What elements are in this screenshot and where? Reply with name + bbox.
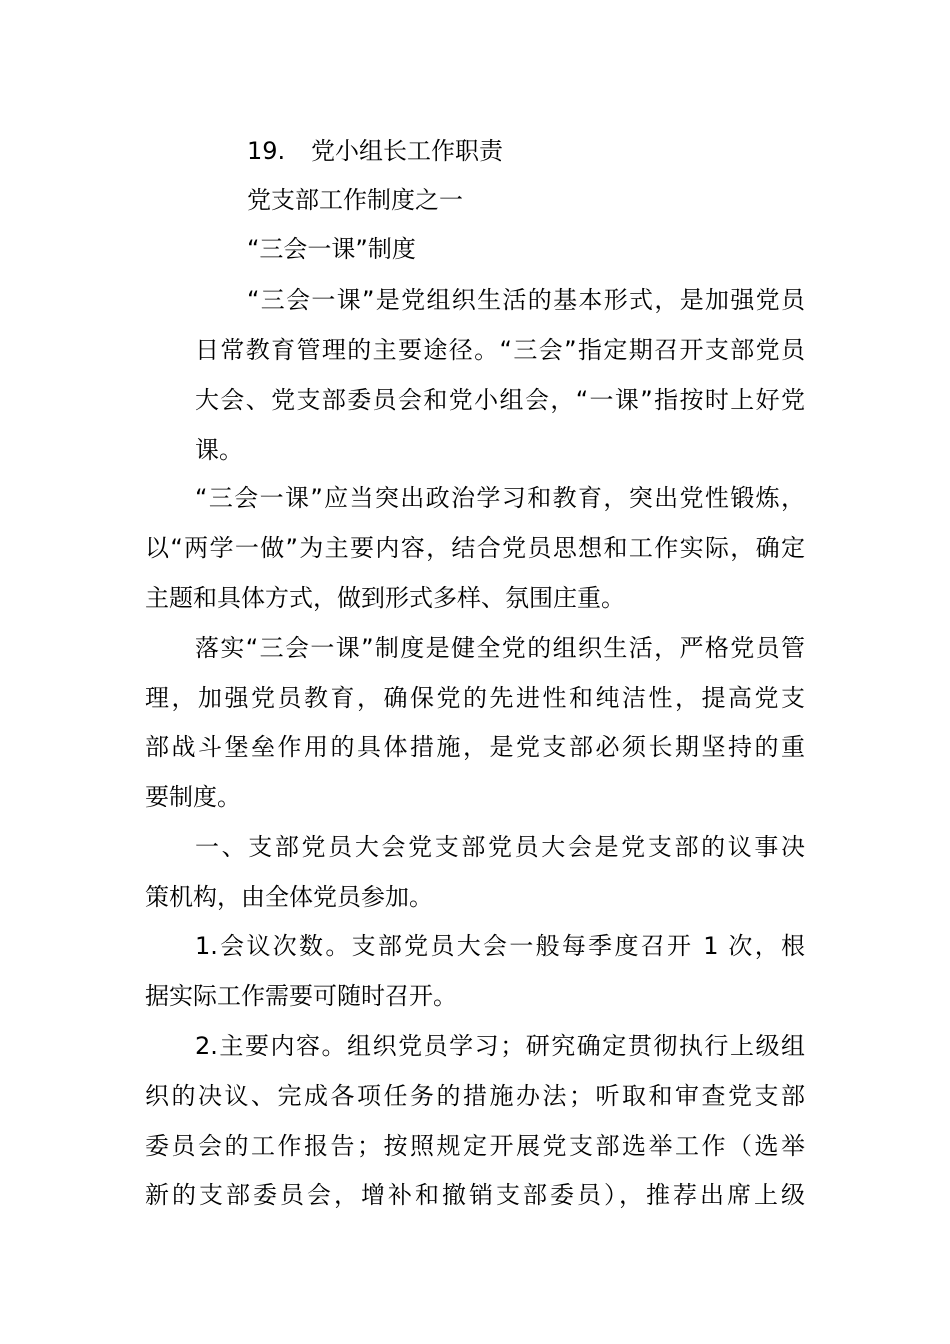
paragraph-line: “三会一课”是党组织生活的基本形式，是加强党员 [247,286,805,314]
section-title: “三会一课”制度 [247,235,416,263]
paragraph-line: 主题和具体方式，做到形式多样、氛围庄重。 [145,584,625,612]
heading-title: 党小组长工作职责 [311,137,503,165]
paragraph-line: 大会、党支部委员会和党小组会，“一课”指按时上好党 [195,386,805,414]
heading-number: 19. [247,137,286,165]
paragraph-line: 一、支部党员大会党支部党员大会是党支部的议事决 [195,833,805,861]
paragraph-line: “三会一课”应当突出政治学习和教育，突出党性锻炼， [195,484,805,512]
paragraph-line: 策机构，由全体党员参加。 [145,883,433,911]
paragraph-line: 委员会的工作报告；按照规定开展党支部选举工作（选举 [145,1132,805,1160]
paragraph-line: 2.主要内容。组织党员学习；研究确定贯彻执行上级组 [195,1032,805,1060]
paragraph-line: 理，加强党员教育，确保党的先进性和纯洁性，提高党支 [145,684,805,712]
paragraph-line: 据实际工作需要可随时召开。 [145,982,457,1010]
paragraph-line: 1.会议次数。支部党员大会一般每季度召开 1 次，根 [195,932,805,960]
paragraph-line: 以“两学一做”为主要内容，结合党员思想和工作实际，确定 [145,534,805,562]
subtitle: 党支部工作制度之一 [247,186,463,214]
paragraph-line: 织的决议、完成各项任务的措施办法；听取和审查党支部 [145,1082,805,1110]
paragraph-line: 要制度。 [145,783,241,811]
paragraph-line: 课。 [195,436,243,464]
paragraph-line: 落实“三会一课”制度是健全党的组织生活，严格党员管 [195,634,805,662]
paragraph-line: 日常教育管理的主要途径。“三会”指定期召开支部党员 [195,336,805,364]
paragraph-line: 部战斗堡垒作用的具体措施，是党支部必须长期坚持的重 [145,733,805,761]
paragraph-line: 新的支部委员会，增补和撤销支部委员），推荐出席上级 [145,1181,805,1209]
